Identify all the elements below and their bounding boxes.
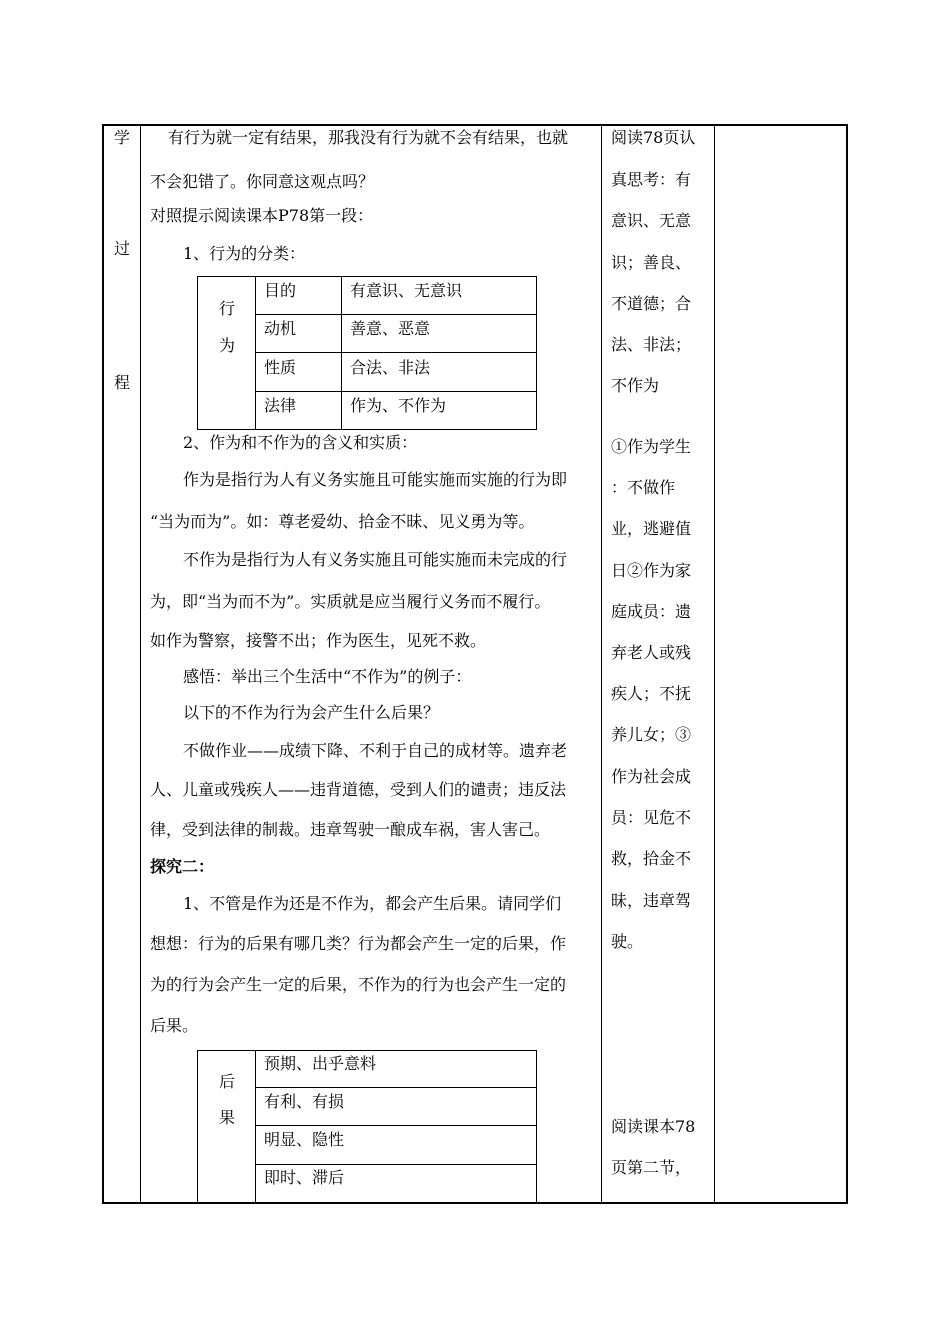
- note-line: 法、非法；: [611, 335, 692, 354]
- table-cell-category: 目的: [264, 281, 297, 300]
- note-line: 昧，违章驾: [611, 891, 692, 910]
- table-divider: [255, 1164, 537, 1165]
- table-row-label: 为: [219, 336, 236, 355]
- table-row-label: 行: [219, 299, 236, 318]
- column-divider: [714, 124, 715, 1204]
- explore-line: 为的行为会产生一定的后果，不作为的行为也会产生一定的: [150, 975, 567, 994]
- table-row-label: 后: [219, 1072, 236, 1091]
- table-cell-value: 明显、隐性: [264, 1130, 345, 1149]
- explore-title: 探究二：: [150, 857, 215, 876]
- table-cell-value: 预期、出乎意料: [264, 1054, 377, 1073]
- paragraph-line: 律，受到法律的制裁。违章驾驶一酿成车祸，害人害己。: [150, 820, 551, 839]
- note-line: 阅读课本78: [611, 1117, 696, 1136]
- note-line: ①作为学生: [611, 437, 692, 456]
- table-cell-value: 善意、恶意: [350, 319, 431, 338]
- table-cell-value: 作为、不作为: [350, 396, 447, 415]
- intro-line: 不会犯错了。你同意这观点吗？: [150, 172, 375, 191]
- table-divider: [255, 352, 537, 353]
- note-line: 疾人；不抚: [611, 684, 692, 703]
- intro-line: 对照提示阅读课本P78第一段：: [150, 206, 374, 225]
- note-line: 员：见危不: [611, 808, 692, 827]
- note-line: 不作为: [611, 376, 660, 395]
- side-label-char: 学: [113, 128, 130, 147]
- table-divider: [255, 391, 537, 392]
- paragraph-line: 不做作业——成绩下降、不利于自己的成材等。遗弃老: [183, 741, 568, 760]
- note-line: 日②作为家: [611, 561, 692, 580]
- table-cell-category: 动机: [264, 319, 297, 338]
- intro-line: 有行为就一定有结果，那我没有行为就不会有结果，也就: [168, 128, 569, 147]
- table-divider: [255, 1050, 256, 1203]
- column-divider: [601, 124, 602, 1204]
- explore-line: 1、不管是作为还是不作为，都会产生后果。请同学们: [183, 894, 562, 913]
- table-cell-category: 性质: [264, 358, 297, 377]
- note-line: 识；善良、: [611, 253, 692, 272]
- table-cell-value: 有意识、无意识: [350, 281, 463, 300]
- note-line: 页第二节，: [611, 1158, 692, 1177]
- paragraph-line: 为，即“当为而不为”。实质就是应当履行义务而不履行。: [150, 592, 551, 611]
- note-line: 作为社会成: [611, 767, 692, 786]
- section-title: 1、行为的分类：: [183, 244, 306, 263]
- table-divider: [341, 276, 342, 430]
- note-line: 救，拾金不: [611, 849, 692, 868]
- paragraph-line: 如作为警察，接警不出；作为医生，见死不救。: [150, 631, 487, 650]
- note-line: 阅读78页认: [611, 128, 696, 147]
- note-line: 驶。: [611, 932, 644, 951]
- side-label-char: 过: [113, 239, 130, 258]
- paragraph-line: 感悟：举出三个生活中“不作为”的例子：: [183, 667, 472, 686]
- table-cell-value: 即时、滞后: [264, 1168, 345, 1187]
- note-line: 庭成员：遗: [611, 602, 692, 621]
- section-title: 2、作为和不作为的含义和实质：: [183, 433, 418, 452]
- note-line: 弃老人或残: [611, 643, 692, 662]
- explore-line: 后果。: [150, 1016, 199, 1035]
- table-divider: [255, 276, 256, 430]
- note-line: ：不做作: [611, 478, 676, 497]
- table-cell-value: 合法、非法: [350, 358, 431, 377]
- paragraph-line: 人、儿童或残疾人——违背道德，受到人们的谴责；违反法: [150, 780, 567, 799]
- note-line: 业，逃避值: [611, 519, 692, 538]
- table-cell-value: 有利、有损: [264, 1092, 345, 1111]
- column-divider: [140, 124, 141, 1204]
- explore-line: 想想：行为的后果有哪几类？行为都会产生一定的后果，作: [150, 934, 567, 953]
- paragraph-line: 作为是指行为人有义务实施且可能实施而实施的行为即: [183, 470, 568, 489]
- note-line: 意识、无意: [611, 211, 692, 230]
- table-divider: [255, 314, 537, 315]
- table-divider: [255, 1087, 537, 1088]
- side-label-char: 程: [113, 373, 130, 392]
- table-divider: [255, 1125, 537, 1126]
- table-cell-category: 法律: [264, 396, 297, 415]
- note-line: 真思考：有: [611, 170, 692, 189]
- paragraph-line: 不作为是指行为人有义务实施且可能实施而未完成的行: [183, 550, 568, 569]
- paragraph-line: “当为而为”。如：尊老爱幼、拾金不昧、见义勇为等。: [150, 512, 535, 531]
- table-row-label: 果: [219, 1108, 236, 1127]
- note-line: 养儿女；③: [611, 725, 692, 744]
- paragraph-line: 以下的不作为行为会产生什么后果？: [183, 703, 440, 722]
- note-line: 不道德；合: [611, 294, 692, 313]
